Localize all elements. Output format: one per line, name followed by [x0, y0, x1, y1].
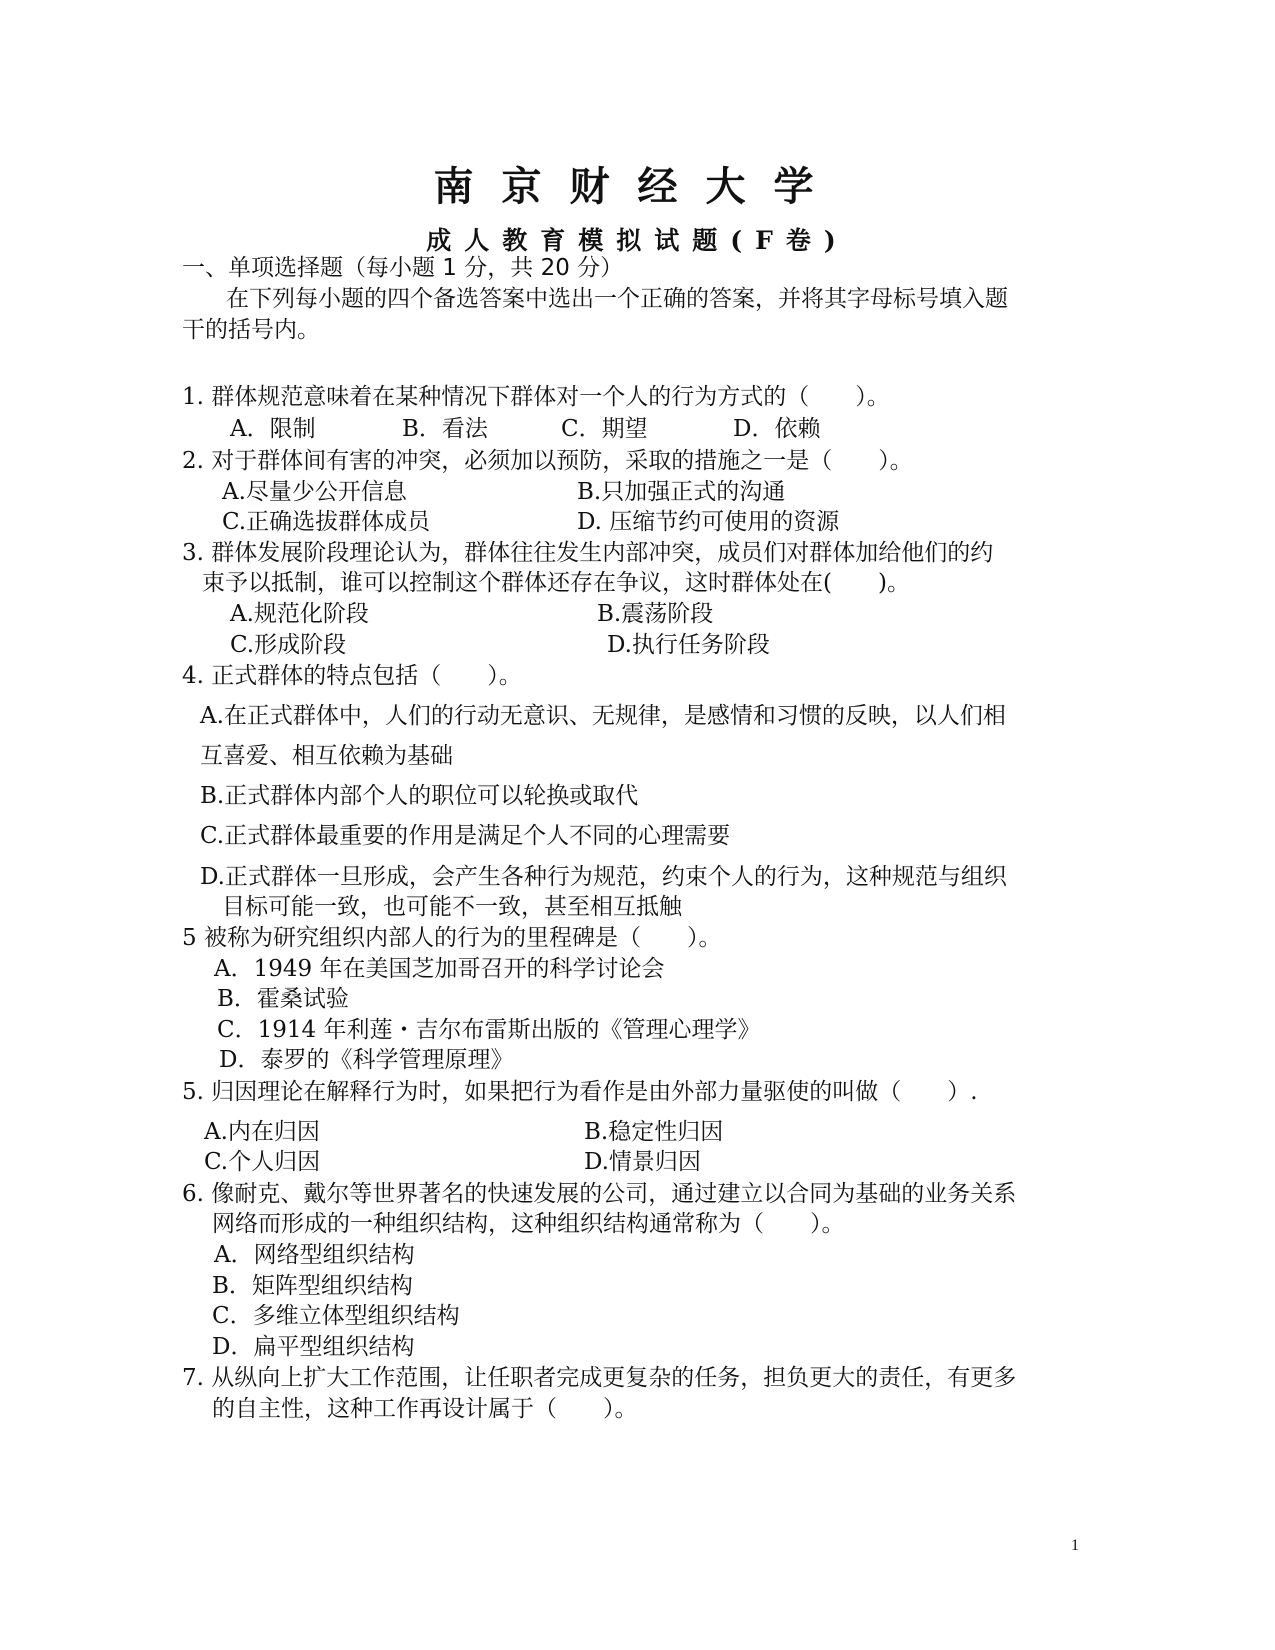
- question-2-option-d: D. 压缩节约可使用的资源: [577, 509, 840, 535]
- question-4-option-d-line-2: 目标可能一致，也可能不一致，甚至相互抵触: [222, 894, 682, 920]
- question-1-option-d: D．依赖: [733, 416, 821, 442]
- question-1-option-c: C．期望: [561, 416, 648, 442]
- question-2-option-b: B.只加强正式的沟通: [577, 479, 786, 505]
- question-6-option-a: A．网络型组织结构: [214, 1242, 415, 1268]
- question-1-option-a: A．限制: [230, 416, 316, 442]
- question-4-option-b: B.正式群体内部个人的职位可以轮换或取代: [200, 783, 639, 809]
- question-5b-option-c: C.个人归因: [204, 1149, 321, 1175]
- question-4-option-d-line-1: D.正式群体一旦形成，会产生各种行为规范，约束个人的行为，这种规范与组织: [200, 864, 1007, 890]
- question-4-option-a-line-2: 互喜爱、相互依赖为基础: [200, 743, 453, 769]
- question-3-option-b: B.震荡阶段: [597, 601, 714, 627]
- question-2-stem: 2. 对于群体间有害的冲突，必须加以预防，采取的措施之一是（ ）。: [182, 448, 913, 474]
- section-heading: 一、单项选择题（每小题 1 分，共 20 分）: [182, 255, 624, 281]
- question-5a-stem: 5 被称为研究组织内部人的行为的里程碑是（ ）。: [182, 925, 722, 951]
- question-5b-stem: 5. 归因理论在解释行为时，如果把行为看作是由外部力量驱使的叫做（ ）.: [182, 1079, 978, 1105]
- question-6-stem-line-2: 网络而形成的一种组织结构，这种组织结构通常称为（ ）。: [212, 1211, 845, 1237]
- exam-subtitle: 成人教育模拟试题(F卷): [426, 226, 849, 255]
- university-title: 南京财经大学: [433, 164, 842, 210]
- question-3-option-d: D.执行任务阶段: [607, 632, 770, 658]
- instruction-line-2: 干的括号内。: [182, 317, 320, 343]
- question-5a-option-a: A．1949 年在美国芝加哥召开的科学讨论会: [214, 956, 665, 982]
- question-7-stem-line-1: 7. 从纵向上扩大工作范围，让任职者完成更复杂的任务，担负更大的责任，有更多: [182, 1365, 1017, 1391]
- question-5a-option-d: D．泰罗的《科学管理原理》: [219, 1047, 514, 1073]
- question-5a-option-b: B．霍桑试验: [217, 986, 349, 1012]
- question-1-option-b: B．看法: [402, 416, 488, 442]
- question-3-option-a: A.规范化阶段: [230, 601, 369, 627]
- question-2-option-c: C.正确选拔群体成员: [222, 509, 431, 535]
- question-4-option-a-line-1: A.在正式群体中，人们的行动无意识、无规律，是感情和习惯的反映，以人们相: [200, 703, 1006, 729]
- question-3-option-c: C.形成阶段: [230, 632, 347, 658]
- question-6-stem-line-1: 6. 像耐克、戴尔等世界著名的快速发展的公司，通过建立以合同为基础的业务关系: [182, 1181, 1017, 1207]
- question-7-stem-line-2: 的自主性，这种工作再设计属于（ ）。: [212, 1396, 638, 1422]
- question-6-option-c: C．多维立体型组织结构: [212, 1303, 460, 1329]
- question-5b-option-a: A.内在归因: [204, 1119, 320, 1145]
- question-5b-option-b: B.稳定性归因: [584, 1119, 724, 1145]
- question-3-stem-line-1: 3. 群体发展阶段理论认为，群体往往发生内部冲突，成员们对群体加给他们的约: [182, 540, 994, 566]
- instruction-line-1: 在下列每小题的四个备选答案中选出一个正确的答案，并将其字母标号填入题: [226, 286, 1008, 312]
- question-1-stem: 1. 群体规范意味着在某种情况下群体对一个人的行为方式的（ ）。: [182, 384, 890, 410]
- question-6-option-b: B．矩阵型组织结构: [212, 1273, 413, 1299]
- question-5b-option-d: D.情景归因: [584, 1149, 701, 1175]
- question-3-stem-line-2: 束予以抵制，谁可以控制这个群体还存在争议，这时群体处在( )。: [202, 570, 910, 596]
- question-2-option-a: A.尽量少公开信息: [222, 479, 407, 505]
- question-6-option-d: D．扁平型组织结构: [212, 1334, 415, 1360]
- question-5a-option-c: C．1914 年利莲・吉尔布雷斯出版的《管理心理学》: [217, 1017, 761, 1043]
- question-4-stem: 4. 正式群体的特点包括（ ）。: [182, 663, 522, 689]
- page-number: 1: [1071, 1537, 1079, 1554]
- question-4-option-c: C.正式群体最重要的作用是满足个人不同的心理需要: [200, 823, 731, 849]
